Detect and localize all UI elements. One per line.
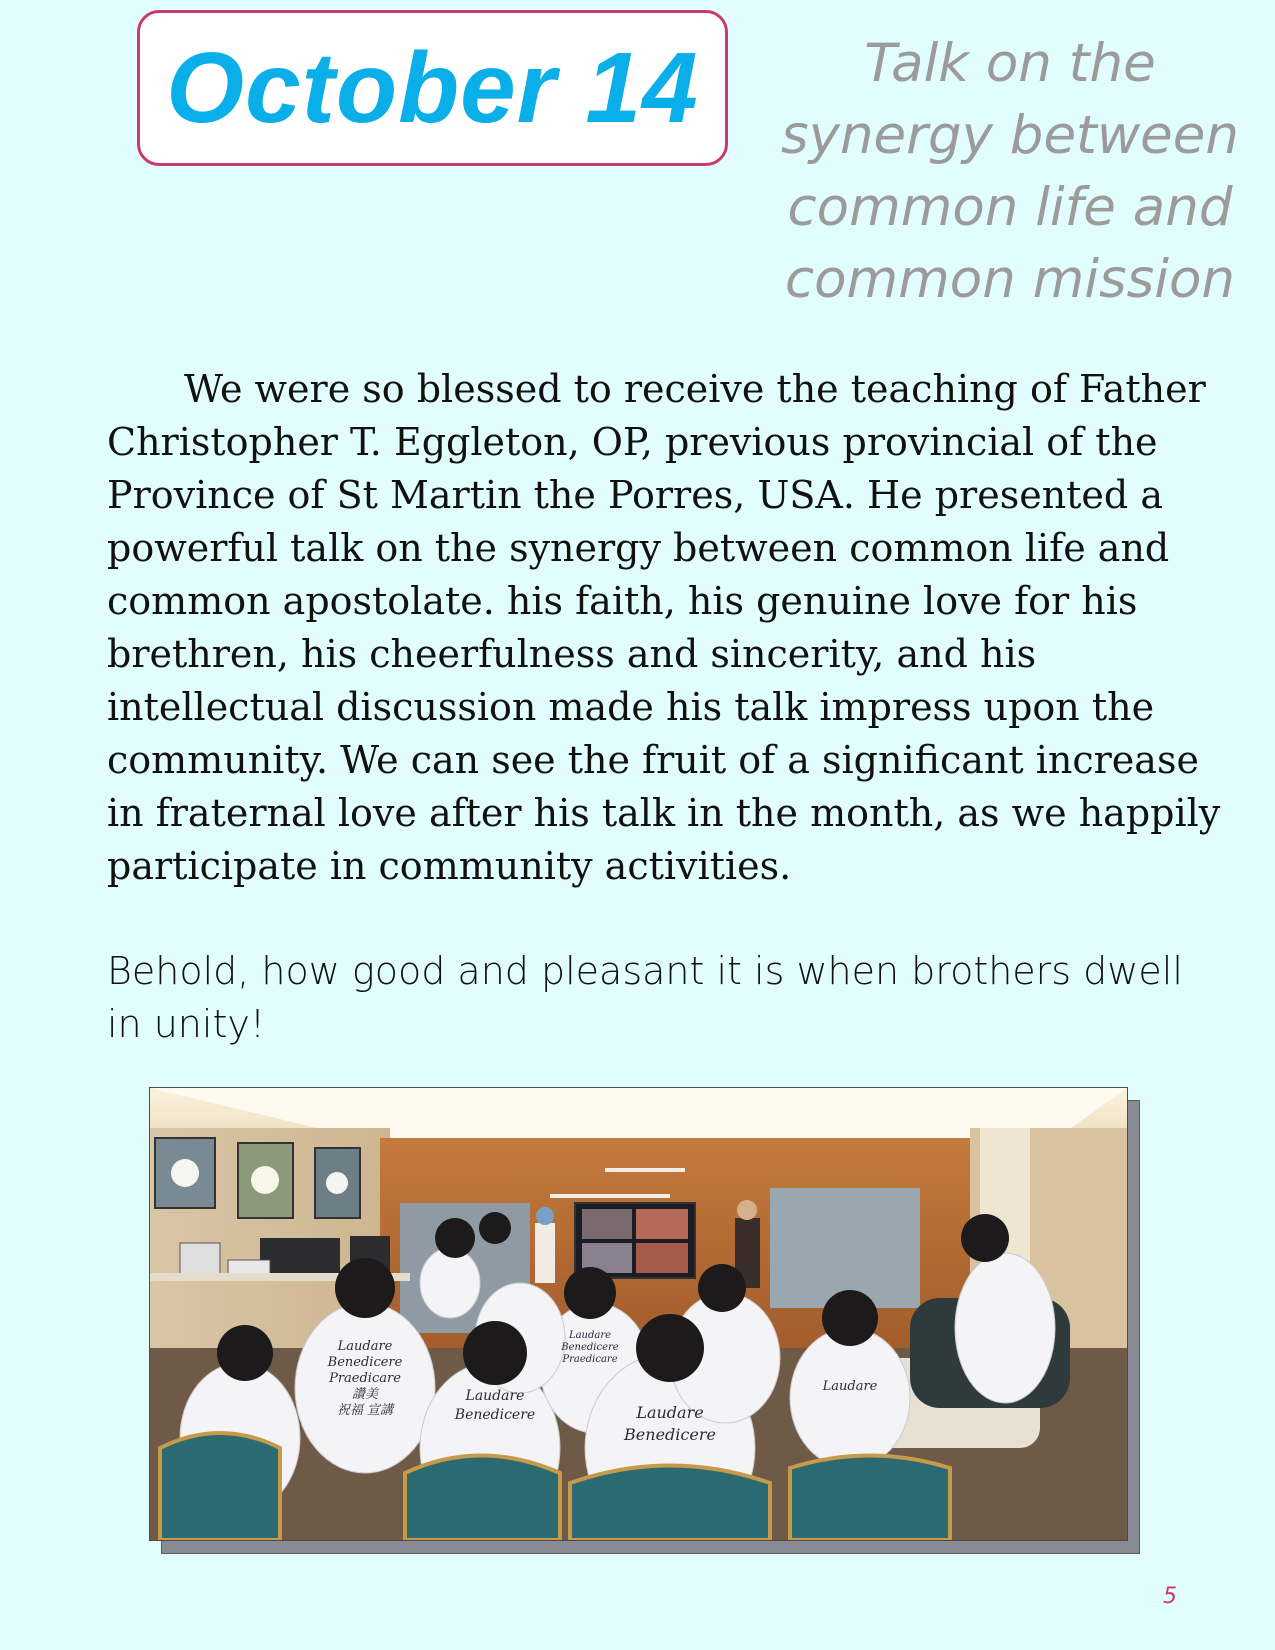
body-line: in fraternal love after his talk in the month, as we happily (107, 791, 1221, 835)
talk-subtitle (770, 28, 1250, 316)
shirt-text: Benedicere (624, 1425, 716, 1444)
shirt-text: Praedicare (562, 1354, 618, 1365)
quote-line: in unity! (107, 1002, 266, 1046)
body-line: Christopher T. Eggleton, OP, previous provincial of the (107, 420, 1158, 464)
body-line: intellectual discussion made his talk impress upon the (107, 685, 1155, 729)
body-line: Province of St Martin the Porres, USA. He presented a (107, 473, 1163, 517)
shirt-text: 祝福 宣講 (336, 1403, 394, 1418)
subtitle-line: Talk on the (864, 33, 1156, 94)
body-line: powerful talk on the synergy between common life and (107, 526, 1170, 570)
community-photo-illustration (150, 1088, 1127, 1540)
body-line: brethren, his cheerfulness and sincerity, and his (107, 632, 1037, 676)
date-box (137, 10, 728, 166)
subtitle-line: common life and (787, 177, 1233, 238)
shirt-text: Benedicere (561, 1342, 619, 1353)
date-heading: October 14 (166, 32, 699, 144)
quote-line: Behold, how good and pleasant it is when brothers dwell (107, 949, 1183, 993)
shirt-text: Benedicere (327, 1355, 403, 1370)
shirt-text: Praedicare (329, 1371, 401, 1386)
scripture-quote (107, 945, 1217, 1051)
shirt-text: Laudare (822, 1379, 878, 1394)
subtitle-line: common mission (784, 249, 1235, 310)
shirt-text: Laudare (337, 1339, 393, 1354)
community-photo (149, 1087, 1128, 1541)
shirt-text: Laudare (568, 1330, 612, 1341)
body-paragraph (107, 363, 1221, 893)
shirt-text: 讚美 (351, 1387, 379, 1402)
page-number: 5 (1163, 1584, 1177, 1609)
subtitle-line: synergy between (780, 105, 1239, 166)
body-line: community. We can see the fruit of a significant increase (107, 738, 1199, 782)
shirt-text: Benedicere (454, 1407, 536, 1423)
shirt-text: Laudare (465, 1388, 525, 1404)
shirt-text: Laudare (636, 1403, 704, 1422)
body-line: We were so blessed to receive the teaching of Father (184, 367, 1206, 411)
body-line: common apostolate. his faith, his genuine love for his (107, 579, 1138, 623)
body-line: participate in community activities. (107, 844, 792, 888)
